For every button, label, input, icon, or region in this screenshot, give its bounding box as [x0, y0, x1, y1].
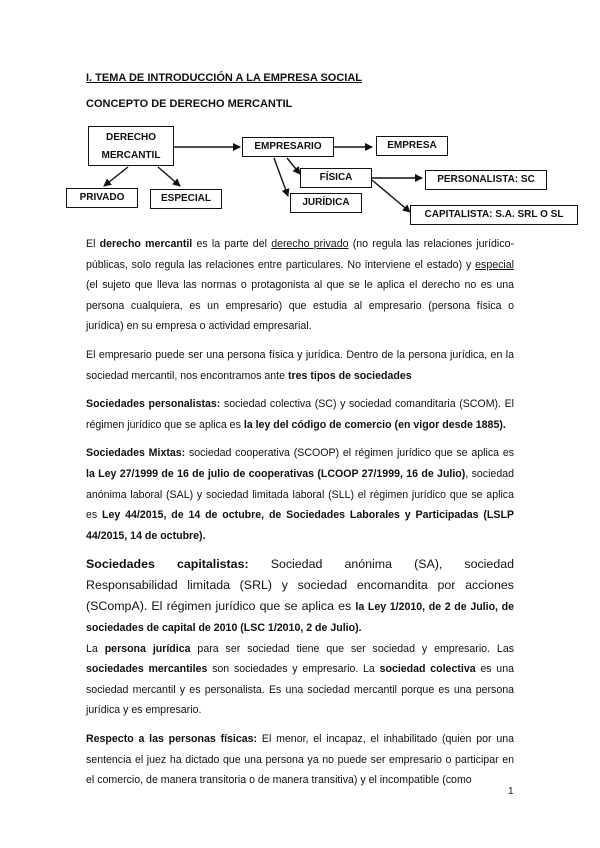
paragraph-personas-fisicas: Respecto a las personas físicas: El menor, el incapaz, el inhabilitado (quien por una sentencia el juez ha dictado que una persona ya no puede ser empresario o participar en el comercio, de manera transitoria o de manera transitiva) y el incompatible (como: [86, 733, 514, 787]
box-capitalista: CAPITALISTA: S.A. SRL O SL: [410, 205, 578, 225]
paragraph-mixtas: Sociedades Mixtas: sociedad cooperativa (SCOOP) el régimen jurídico que se aplica es la Ley 27/1999 de 16 de julio de cooperativas (LCOOP 27/1999, 16 de Julio), sociedad anónima laboral (SAL) y sociedad limitada laboral (SLL) el régimen jurídico que se aplica es Ley 44/2015, de 14 de octubre, de Sociedades Laborales y Participadas (LSLP 44/2015, 14 de octubre).: [86, 447, 515, 542]
box-empresario: EMPRESARIO: [242, 137, 334, 157]
arrow-empresario-fisica: [287, 158, 300, 174]
arrow-fisica-capitalista: [372, 180, 410, 212]
box-privado: PRIVADO: [66, 188, 138, 208]
section-heading: I. TEMA DE INTRODUCCIÓN A LA EMPRESA SOCIAL: [86, 72, 363, 84]
document-body: [86, 234, 514, 799]
box-especial: ESPECIAL: [150, 189, 222, 209]
arrow-empresario-juridica: [274, 158, 288, 196]
page-number: 1: [508, 786, 514, 797]
paragraph-tipos: El empresario puede ser una persona física y jurídica. Dentro de la persona jurídica, en la sociedad mercantil, nos encontramos ante tres tipos de sociedades: [86, 348, 514, 382]
paragraph-personalistas: Sociedades personalistas: sociedad colectiva (SC) y sociedad comanditaria (SCOM). El régimen jurídico que se aplica es la ley del código de comercio (en vigor desde 1885).: [86, 398, 515, 431]
paragraph-capitalistas: Sociedades capitalistas: Sociedad anónima (SA), sociedad Responsabilidad limitada (SRL) y sociedad encomandita por acciones (SCompA). El régimen jurídico que se aplica es la Ley 1/2010, de 2 de Julio, de sociedades de capital de 2010 (LSC 1/2010, 2 de Julio).: [86, 557, 514, 635]
box-derecho-line1: DERECHO: [105, 132, 156, 143]
paragraph-definition: El derecho mercantil es la parte del derecho privado (no regula las relaciones jurídico-públicas, solo regula las relaciones entre particulares. No interviene el estado) y especial (el sujeto que lleva las normas o protagonista al que se le aplica el derecho no es una persona cualquiera, es un empresario) que estudia al empresario (persona física o jurídica) en su empresa o actividad empresarial.: [86, 238, 514, 333]
box-juridica: JURÍDICA: [290, 193, 362, 213]
box-derecho-mercantil: [88, 126, 174, 166]
section-subheading: CONCEPTO DE DERECHO MERCANTIL: [86, 98, 293, 110]
arrow-derecho-especial: [158, 167, 180, 186]
box-derecho-line2: MERCANTIL: [101, 150, 161, 161]
arrow-derecho-privado: [104, 167, 128, 186]
box-personalista: PERSONALISTA: SC: [425, 170, 547, 190]
box-fisica: FÍSICA: [300, 168, 372, 188]
box-empresa: EMPRESA: [376, 136, 448, 156]
paragraph-persona-juridica: La persona jurídica para ser sociedad tiene que ser sociedad y empresario. Las sociedades mercantiles son sociedades y empresario. La sociedad colectiva es una sociedad mercantil y es personalista. Es una sociedad mercantil porque es una persona jurídica y es empresario.: [86, 642, 515, 717]
